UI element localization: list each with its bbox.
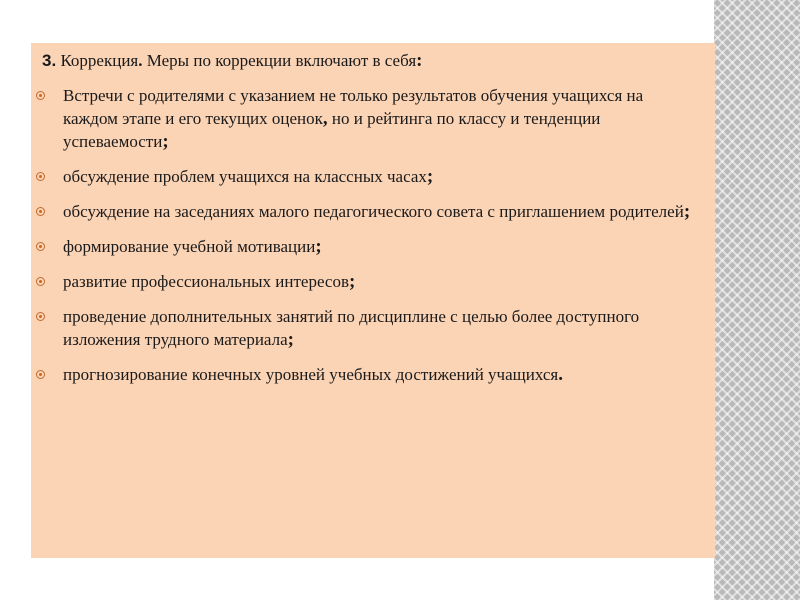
slide-heading — [42, 50, 422, 72]
list-item-end: ; — [287, 329, 294, 350]
circle-bullet-icon — [36, 207, 45, 216]
list-item-end: ; — [162, 131, 169, 152]
heading-dot: . — [138, 51, 143, 70]
list-item-end: ; — [426, 166, 434, 187]
list-item — [32, 235, 700, 258]
list-item-text: формирование учебной мотивации — [63, 237, 316, 256]
heading-title: Коррекция — [56, 51, 139, 70]
heading-number: 3. — [42, 51, 57, 70]
circle-bullet-icon — [36, 370, 45, 379]
list-item — [32, 165, 700, 188]
list-item-text: развитие профессиональных интересов — [63, 272, 349, 291]
list-item-text: обсуждение на заседаниях малого педагогического совета с приглашением родителей — [63, 202, 684, 221]
list-item-end: ; — [683, 201, 691, 222]
bullet-list — [32, 84, 700, 398]
list-item-end: ; — [315, 236, 322, 257]
list-item-comma: , — [322, 108, 328, 129]
list-item-end: ; — [349, 271, 356, 292]
list-item-text: обсуждение проблем учащихся на классных часах — [63, 167, 427, 186]
circle-bullet-icon — [36, 91, 45, 100]
list-item-text: прогнозирование конечных уровней учебных достижений учащихся — [63, 365, 559, 384]
list-item — [32, 305, 700, 351]
list-item — [32, 270, 700, 293]
circle-bullet-icon — [36, 242, 45, 251]
circle-bullet-icon — [36, 312, 45, 321]
circle-bullet-icon — [36, 172, 45, 181]
list-item — [32, 200, 700, 223]
heading-colon: : — [416, 50, 423, 71]
list-item-end: . — [558, 364, 563, 385]
list-item-text: проведение дополнительных занятий по дисциплине с целью более доступного изложения трудного материала — [63, 307, 640, 349]
list-item-text: Встречи с родителями с указанием не только результатов обучения учащихся на каждом этапе и его текущих оценок — [63, 86, 644, 128]
list-item — [32, 363, 700, 386]
list-item-text-continued: но и рейтинга по классу и тенденции успеваемости — [63, 109, 601, 151]
list-item — [32, 84, 700, 153]
decorative-pattern-band — [714, 0, 800, 600]
heading-text: Меры по коррекции включают в себя — [142, 51, 417, 70]
circle-bullet-icon — [36, 277, 45, 286]
